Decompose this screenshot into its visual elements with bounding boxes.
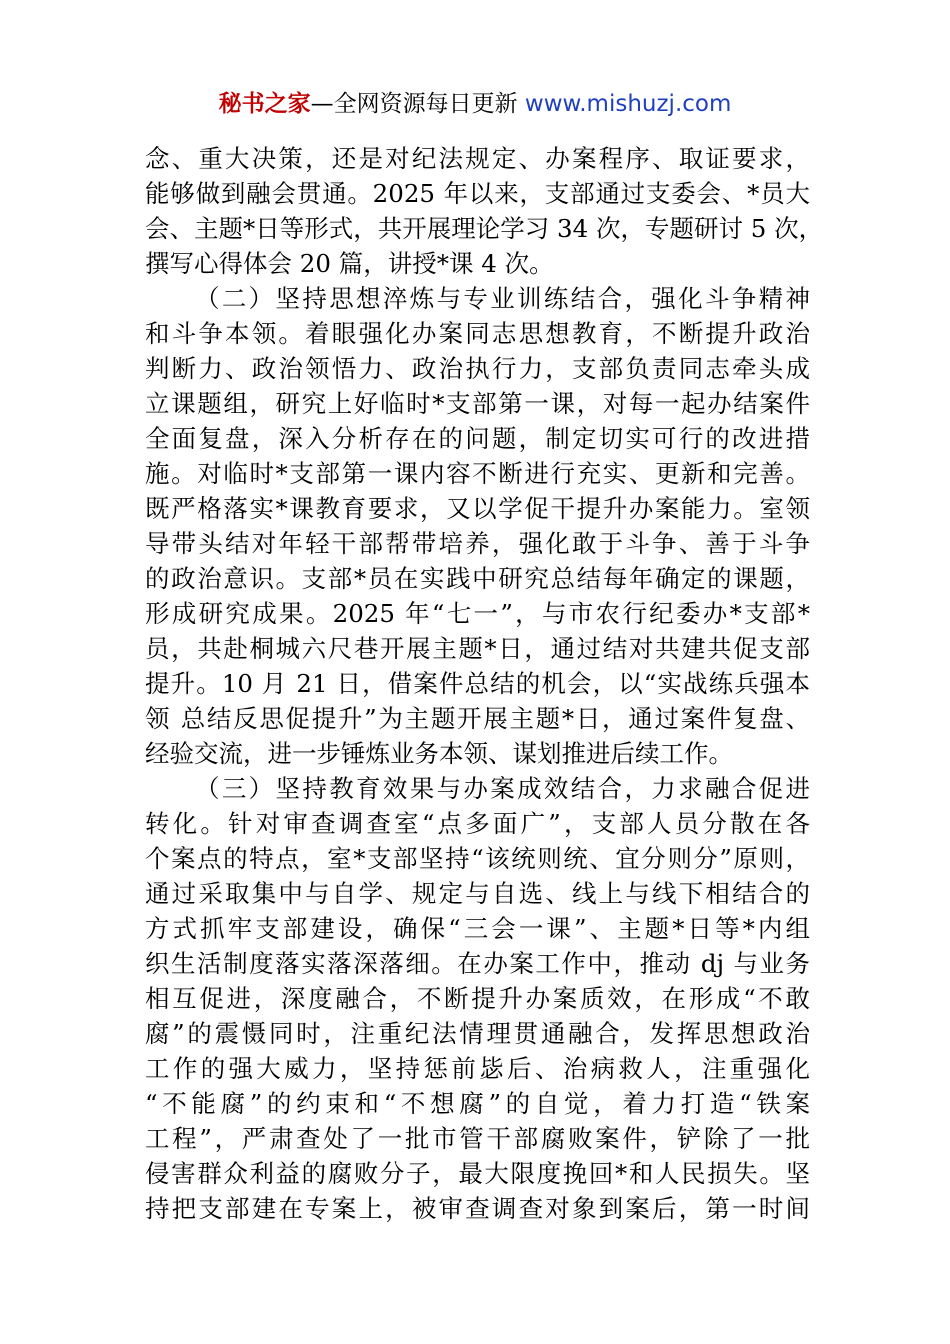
text-line: 经验交流，进一步锤炼业务本领、谋划推进后续工作。 bbox=[145, 739, 733, 768]
text-line: 撰写心得体会 20 篇，讲授*课 4 次。 bbox=[145, 249, 554, 278]
text-line: 转化。针对审查调查室“点多面广”，支部人员分散在各 bbox=[145, 809, 810, 838]
text-line: 领 总结反思促提升”为主题开展主题*日，通过案件复盘、 bbox=[145, 704, 810, 733]
text-line: 念、重大决策，还是对纪法规定、办案程序、取证要求， bbox=[145, 144, 810, 173]
text-line: 的政治意识。支部*员在实践中研究总结每年确定的课题， bbox=[145, 564, 810, 593]
text-line: 和斗争本领。着眼强化办案同志思想教育，不断提升政治 bbox=[145, 319, 810, 348]
text-line: 工程”，严肃查处了一批市管干部腐败案件，铲除了一批 bbox=[145, 1124, 810, 1153]
text-line: 会、主题*日等形式，共开展理论学习 34 次，专题研讨 5 次， bbox=[145, 214, 824, 243]
paragraph-1 bbox=[145, 141, 824, 281]
paragraph-3 bbox=[145, 771, 810, 1226]
text-line: 方式抓牢支部建设，确保“三会一课”、主题*日等*内组 bbox=[145, 914, 810, 943]
text-line: 立课题组，研究上好临时*支部第一课，对每一起办结案件 bbox=[145, 389, 810, 418]
text-line: 腐”的震慑同时，注重纪法情理贯通融合，发挥思想政治 bbox=[145, 1019, 810, 1048]
site-url-link[interactable]: www.mishuzj.com bbox=[524, 91, 732, 117]
text-line: 个案点的特点，室*支部坚持“该统则统、宜分则分”原则， bbox=[145, 844, 810, 873]
text-line: 判断力、政治领悟力、政治执行力，支部负责同志牵头成 bbox=[145, 354, 810, 383]
site-brand: 秘书之家 bbox=[218, 91, 311, 117]
text-line: 提升。10 月 21 日，借案件总结的机会，以“实战练兵强本 bbox=[145, 669, 810, 698]
text-line: 工作的强大威力，坚持惩前毖后、治病救人，注重强化 bbox=[145, 1054, 810, 1083]
text-line: 通过采取集中与自学、规定与自选、线上与线下相结合的 bbox=[145, 879, 810, 908]
site-header bbox=[0, 88, 950, 120]
text-line: 相互促进，深度融合，不断提升办案质效，在形成“不敢 bbox=[145, 984, 810, 1013]
text-line: 全面复盘，深入分析存在的问题，制定切实可行的改进措 bbox=[145, 424, 810, 453]
text-line: （三）坚持教育效果与办案成效结合，力求融合促进 bbox=[195, 774, 810, 803]
text-line: 员，共赴桐城六尺巷开展主题*日，通过结对共建共促支部 bbox=[145, 634, 810, 663]
text-line: 既严格落实*课教育要求，又以学促干提升办案能力。室领 bbox=[145, 494, 810, 523]
header-tagline: 全网资源每日更新 bbox=[333, 91, 525, 117]
document-body bbox=[145, 141, 824, 1226]
text-line: 侵害群众利益的腐败分子，最大限度挽回*和人民损失。坚 bbox=[145, 1159, 810, 1188]
paragraph-2 bbox=[145, 281, 810, 771]
text-line: （二）坚持思想淬炼与专业训练结合，强化斗争精神 bbox=[195, 284, 810, 313]
text-line: 施。对临时*支部第一课内容不断进行充实、更新和完善。 bbox=[145, 459, 810, 488]
text-line: 导带头结对年轻干部帮带培养，强化敢于斗争、善于斗争 bbox=[145, 529, 810, 558]
text-line: 持把支部建在专案上，被审查调查对象到案后，第一时间 bbox=[145, 1194, 810, 1223]
text-line: 能够做到融会贯通。2025 年以来，支部通过支委会、*员大 bbox=[145, 179, 810, 208]
text-line: “不能腐”的约束和“不想腐”的自觉，着力打造“铁案 bbox=[145, 1089, 810, 1118]
header-separator: — bbox=[310, 91, 334, 117]
text-line: 织生活制度落实落深落细。在办案工作中，推动 dj 与业务 bbox=[145, 949, 810, 978]
text-line: 形成研究成果。2025 年“七一”，与市农行纪委办*支部* bbox=[145, 599, 810, 628]
